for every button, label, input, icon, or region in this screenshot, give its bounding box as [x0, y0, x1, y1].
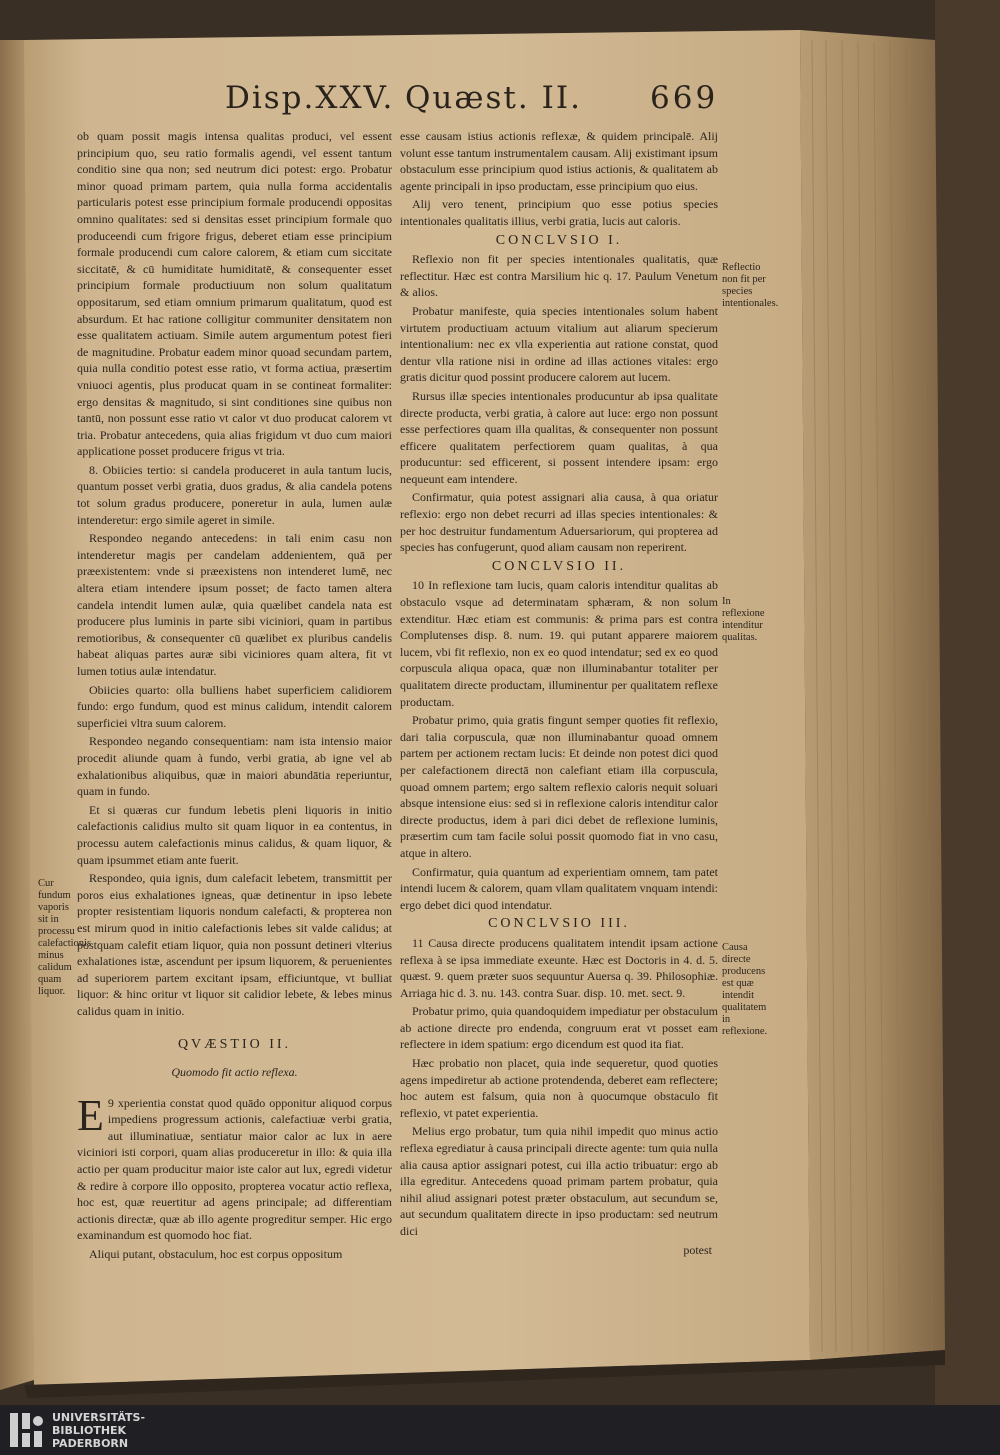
- catchword: potest: [683, 1242, 712, 1257]
- right-paragraph: Alij vero tenent, principium quo esse potius species intentionales qualitatis illius, verbi gratia, lucis aut caloris.: [400, 197, 718, 228]
- running-head-disputation: Disp.XXV.: [225, 80, 395, 116]
- conclusion-heading: CONCLVSIO I.: [495, 232, 623, 248]
- drop-cap: E: [77, 1090, 104, 1140]
- section-text: xperientia constat quod quādo opponitur aliquod corpus impediens progressum actionis, calefactiuæ verbi gratia, aut illuminatiuæ, sentiatur maior calor ac lux in aere viciniori isti corpori, quam alias produceretur in illo: & quia illa actio per quam producitur maior iste calor aut lux, egredi videtur & redire à corpore illo opposito, propterea vocatur actio reflexa, hoc est, quæ reuertitur ad agens principale; ad differentiam actionis directæ, quæ ab illo agente progreditur semper. Hic ergo examinandum est quomodo hoc fiat.: [77, 1095, 392, 1243]
- right-paragraph: Probatur primo, quia gratis fingunt semper quoties fit reflexio, dari talia corpuscula, quæ non illuminabantur quoad omnem partem per actionem rectam lucis: Et deinde non potest dici quod per calefactionem directā non calefiant etiam illa corpuscula, quoad omnem partem; ergo saltem reflexio caloris nequit soluari absque intensione eius: sed si in reflexione caloris intenditur calor directe productus, idem à pari dici debet de reflexione luminis, præsertim cum tam facile solui possit quomodo fiat in vno casu, atque in altero.: [400, 713, 718, 860]
- left-paragraph: 8. Obiicies tertio: si candela produceret in aula tantum lucis, quantum posset verbi gratia, duos gradus, & alia candela potens tot solum gradus producere, poneretur in aula, lumen aulæ intenderetur: ergo simile ageret in simile.: [77, 462, 392, 527]
- logo-line: UNIVERSITÄTS-: [52, 1411, 146, 1424]
- running-head-question: Quæst. II.: [405, 80, 582, 116]
- right-margin-note: Causa directe producens est quæ intendit qualitatem in reflexione.: [722, 942, 768, 1037]
- logo-line: BIBLIOTHEK: [52, 1424, 127, 1437]
- logo-line: PADERBORN: [52, 1437, 129, 1450]
- left-paragraph: Respondeo negando antecedens: in tali enim casu non intenderetur magis per candelam addenientem, quā per præexistentem: vnde si præexistens non intenderet lumē, nec altera etiam intendere ipsum posset; de facto tamen altera candela intendit lumen aulæ, quia quælibet candela nata est producere plus luminis in parte sibi viciniori, quam in partibus remotioribus, & consequenter cū quælibet ex pluribus candelis habeat aliquas partes auræ sibi viciniores quam altera, fit vt lumen totius aulæ intendatur.: [77, 531, 392, 678]
- right-paragraph: 11 Causa directe producens qualitatem intendit ipsam actione reflexa à se ipsa immediate exeunte. Hæc est Doctoris in 4. d. 5. quæst. 9. quem præter suos sequuntur Auersa q. 39. Philosophiæ. Arriaga hic d. 3. nu. 143. contra Suar. disp. 10. met. sect. 9.: [400, 935, 718, 1000]
- section-number: 9: [107, 1095, 114, 1110]
- left-paragraph: ob quam possit magis intensa qualitas produci, vel essent principium quo, seu ratio formalis agendi, vel essent tantum conditio sine qua non; sed neutrum dici potest: ergo. Probatur minor quoad primam partem, quia nulla forma accidentalis particularis potest esse principium formale producendi oppositas omnino qualitates: sed si densitas esset principium formale quo produceendi cum frigore frigus, deberet etiam esse principium formale producendi cum calore calorem, & etiam cum siccitate siccitatē, & cū humiditate humiditatē, & consequenter esset principium formale productiuum non solum qualitatum oppositarum, sed etiam omnium primarum qualitatum, quod est absurdum. Et hac ratione colligitur communiter densitatem non esse qualitatem actiuam. Simile autem argumentum potest fieri de magnitudine. Probatur eadem minor quoad secundam partem, quia nulla conditio potest esse ratio, vt forma actiua, præsertim vniuoci agentis, plus producat quam in se contineat formaliter: ergo densitas & magnitudo, si sint conditiones sine quibus non tantū, non possunt esse ratio vt calor vt duo producat calorem vt tria. Probatur antecedens, quia alias frigidum vt duo cum maiori applicatione posset producere frigus vt tria.: [77, 129, 392, 459]
- right-margin-note: In reflexione intenditur qualitas.: [722, 596, 765, 643]
- page-number: 669: [650, 80, 719, 116]
- right-paragraph: Confirmatur, quia quantum ad experientiam omnem, tam patet intendi lucem & calorem, quam vllam qualitatem vnquam intendi: ergo debet dici quod intendatur.: [400, 864, 718, 912]
- library-logo-text: [52, 1411, 145, 1450]
- conclusion-heading: CONCLVSIO III.: [488, 916, 630, 932]
- left-paragraph: Obiicies quarto: olla bulliens habet superficiem calidiorem fundo: ergo fundum, quod est minus calidum, intendit calorem superficiei vltra suum calorem.: [77, 682, 392, 730]
- library-logo-icon: [8, 1410, 46, 1450]
- library-logo-bar: [0, 1405, 1000, 1455]
- right-paragraph: esse causam istius actionis reflexæ, & quidem principalē. Alij volunt esse tantum instrumentalem causam. Alij existimant ipsum obstaculum esse principium quod istius actionis, & qualitatem ab agente principali in ipso productam, esse principium quo eius.: [400, 129, 718, 193]
- right-paragraph: Reflexio non fit per species intentionales qualitatis, quæ reflectitur. Hæc est contra Marsilium hic q. 17. Paulum Venetum & alios.: [400, 252, 718, 300]
- left-paragraph: Respondeo, quia ignis, dum calefacit lebetem, transmittit per poros eius exhalationes igneas, quæ detinentur in ipso lebete propter resistentiam liquoris nondum calefacti, & propterea non est mirum quod in initio calefactionis lebes sit valde calidus; at postquam calefit etiam liquor, quia non possunt detineri vlterius exhalationes istæ, ascendunt per ipsum liquorem, & peruenientes ad superiorem partem excitant ipsam, efficiuntque, vt bulliat liquor: & hinc oritur vt liquor sit calidior lebete, & lebes minus calidus quam in initio.: [77, 871, 392, 1018]
- conclusion-heading: CONCLVSIO II.: [491, 558, 627, 574]
- right-paragraph: Probatur primo, quia quandoquidem impediatur per obstaculum ab actione directe pro endenda, congruum erat vt posset eam reflectere in idem spatium: ergo dicendum est quod ita fiat.: [400, 1004, 718, 1052]
- left-margin-note: Cur fundum vaporis sit in processu calefactionis minus calidum quam liquor.: [38, 878, 92, 997]
- right-column: [400, 128, 718, 1260]
- left-paragraph: Aliqui putant, obstaculum, hoc est corpus oppositum: [89, 1247, 343, 1261]
- left-paragraph: Respondeo negando consequentiam: nam ista intensio maior procedit aliunde quam à fundo, verbi gratia, ab igne vel ab exhalationibus aliquibus, quæ in maiori abundātia reperiuntur, quam in fundo.: [77, 734, 392, 799]
- right-paragraph: 10 In reflexione tam lucis, quam caloris intenditur qualitas ab obstaculo vsque ad determinatam sphæram, & non solum extenditur. Hæc etiam est communis: & prima pars est contra Complutenses disp. 8. num. 19. qui putant apparere maiorem lucem, vbi fit reflexio, non ex eo quod intendatur; sed ex eo quod corpuscula aliqua opaca, quæ non illuminabantur totaliter per qualitatem directe productam, illuminentur per qualitatem reflexe productam.: [400, 578, 718, 709]
- question-heading: QVÆSTIO II.: [177, 1037, 292, 1053]
- right-paragraph: Confirmatur, quia potest assignari alia causa, à qua oriatur reflexio: ergo non debet recurri ad illas species intentionales: & per hoc destruitur fundamentum Aduersariorum, qui propterea ad species has confugerunt, quod aliam causam non reperirent.: [400, 490, 718, 555]
- section-paragraph: [77, 1090, 392, 1244]
- right-paragraph: Probatur manifeste, quia species intentionales solum habent virtutem productiuam actuum vitalium aut aliarum specierum intentionalium: nec ex vlla experientia aut ratione constat, quod dentur vlla ratione nisi in ordine ad illas actiones vitales: ergo gratis dicitur quod possint producere calorem aut lucem.: [400, 303, 718, 385]
- right-paragraph: Rursus illæ species intentionales producuntur ab ipsa qualitate directe producta, verbi gratia, à calore aut luce: ergo non possunt esse perfectiores quam illa qualitas, & consequenter non possunt efficere qualitatem perfectiorem quam qualitas, à qua producuntur: sed efficerent, si possent intendere ipsam: ergo nequeunt eam intendere.: [400, 388, 718, 486]
- right-margin-note: Reflectio non fit per species intentionales.: [722, 262, 779, 309]
- right-paragraph: Hæc probatio non placet, quia inde sequeretur, quod quoties agens impediretur ab actione protendenda, deberet eam reflectere; hoc autem est falsum, quia non à quocumque obstaculo fit reflexio, vt patet experientia.: [400, 1056, 718, 1120]
- left-column: [77, 128, 392, 1265]
- question-subtitle: Quomodo fit actio reflexa.: [171, 1065, 298, 1080]
- left-paragraph: Et si quæras cur fundum lebetis pleni liquoris in initio calefactionis calidius multo sit quam liquor in ea contentus, in processu autem calefactionis minus calidus, & quam liquor, & quam ipsummet etiam ante fuerit.: [77, 802, 392, 867]
- right-paragraph: Melius ergo probatur, tum quia nihil impedit quo minus actio reflexa egrediatur à causa principali directe agente: tum quia nulla alia causa aptior assignari potest, cui illa actio tribuatur: ergo ab illa egreditur. Antecedens quoad primam partem probatur, quia nihil aliud assignari potest præter obstaculum, aut secundum se, aut secundum qualitatem directe in ipso productam: sed neutrum dici: [400, 1124, 718, 1238]
